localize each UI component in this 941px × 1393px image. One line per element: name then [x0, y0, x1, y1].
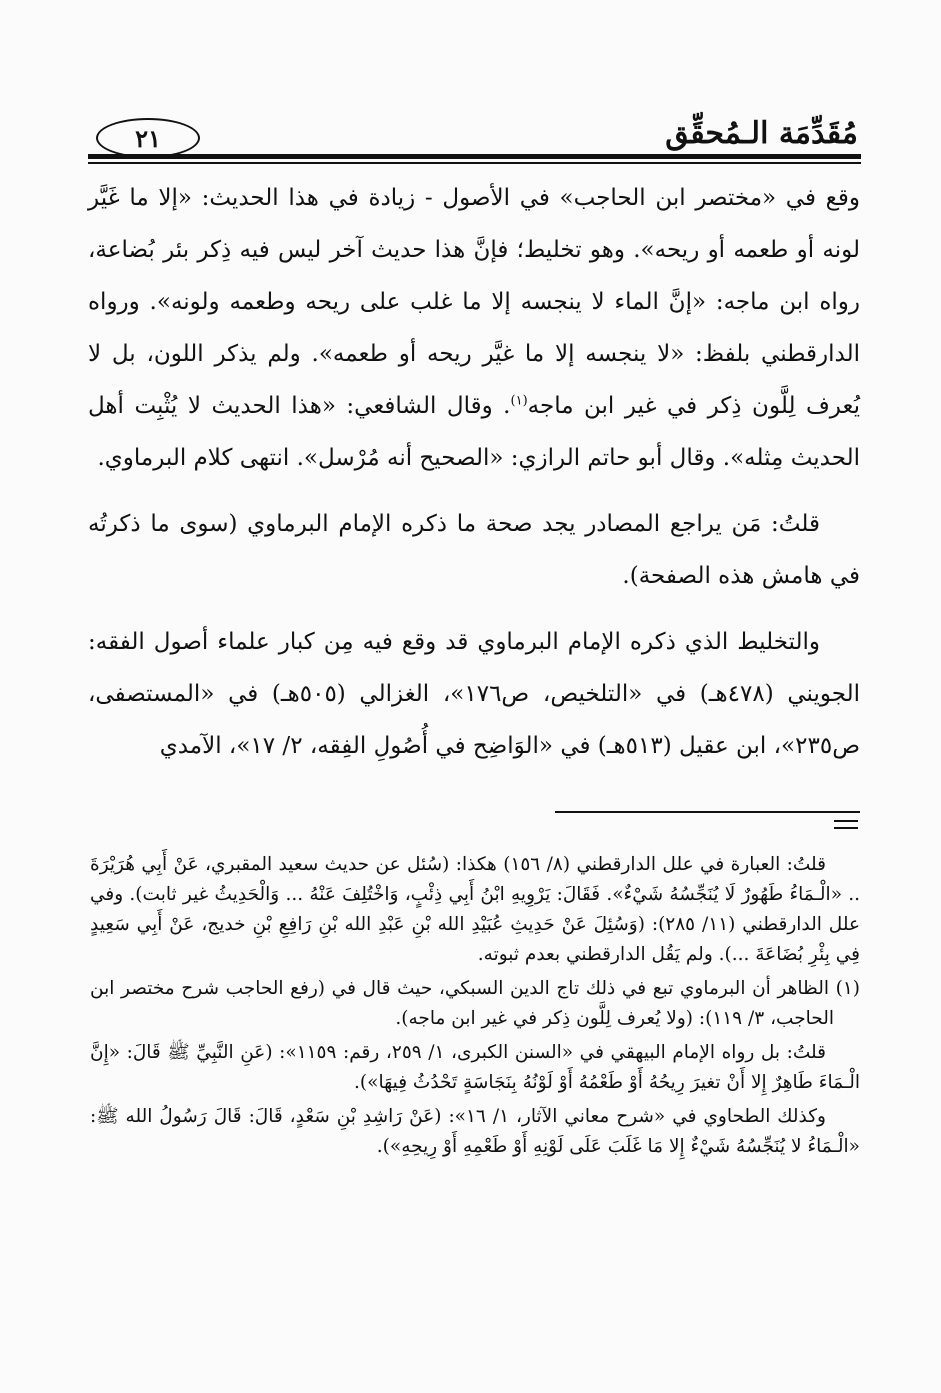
paragraph-1-text: وقع في «مختصر ابن الحاجب» في الأصول - زيادة في هذا الحديث: «إلا ما غَيَّر لونه أو طعمه أو ريحه». وهو تخليط؛ فإنَّ هذا حديث آخر ليس فيه ذِكر بئر بُضاعة، رواه ابن ماجه: «إنَّ الماء لا ينجسه إلا ما غلب على ريحه وطعمه ولونه». ورواه الدارقطني بلفظ: «لا ينجسه إلا ما غيَّر ريحه أو طعمه». ولم يذكر اللون، بل لا يُعرف لِلَّون ذِكر في غير ابن ماجه [88, 185, 860, 419]
footnote-separator [555, 811, 860, 813]
footnote-reference[interactable]: (١) [510, 393, 528, 409]
header-rule-thin [88, 162, 861, 164]
paragraph-3: والتخليط الذي ذكره الإمام البرماوي قد وقع فيه مِن كبار علماء أصول الفقه: الجويني (٤٧٨هـ) في «التلخيص، ص١٧٦»، الغزالي (٥٠٥هـ) في «المستصفى، ص٢٣٥»، ابن عقيل (٥١٣هـ) في «الوَاضِح في أُصُولِ الفِقه، ٢/ ١٧»، الآمدي [88, 629, 860, 759]
main-text [88, 172, 860, 786]
paragraph-1 [88, 172, 860, 484]
footnote-1-comment-2: وكذلك الطحاوي في «شرح معاني الآثار، ١/ ١٦»: (عَنْ رَاشِدِ بْنِ سَعْدٍ، قَالَ: قَالَ رَسُولُ الله ﷺ: «الْـمَاءُ لا يُنَجِّسُهُ شَيْءٌ إِلا مَا غَلَبَ عَلَى لَوْنِهِ أَوْ طَعْمِهِ أَوْ رِيحِهِ»). [90, 1106, 860, 1157]
running-title: مُقَدِّمَة الـمُحقِّق [665, 116, 858, 151]
footnote-1-comment-1: قلتُ: بل رواه الإمام البيهقي في «السنن الكبرى، ١/ ٢٥٩، رقم: ١١٥٩»: (عَنِ النَّبِيِّ ﷺ قَالَ: «إِنَّ الْـمَاءَ طَاهِرٌ إِلا أَنْ تغيرَ رِيحُهُ أَوْ طَعْمُهُ أَوْ لَوْنُهُ بِنَجَاسَةٍ تَحْدُثُ فِيهَا»). [90, 1042, 860, 1093]
page-number-badge [96, 118, 200, 158]
footnotes [90, 850, 860, 1166]
continuation-mark [834, 820, 858, 830]
page-header [88, 108, 858, 168]
header-rule-thick [88, 154, 861, 159]
footnote-continued: قلتُ: العبارة في علل الدارقطني (٨/ ١٥٦) هكذا: (سُئل عن حديث سعيد المقبري، عَنْ أَبِي هُرَيْرَةَ .. «الْـمَاءُ طَهُورٌ لَا يُنَجِّسُهُ شَيْءٌ». فَقَالَ: يَرْوِيهِ ابْنُ أَبِي ذِئْبٍ، وَاخْتُلِفَ عَنْهُ ... وَالْحَدِيثُ غير ثابت). وفي علل الدارقطني (١١/ ٢٨٥): (وَسُئِلَ عَنْ حَدِيثِ عُبَيْدِ الله بْنِ عَبْدِ الله بْنِ رَافِعِ بْنِ خديج، عَنْ أَبِي سَعِيدٍ فِي بِئْرِ بُضَاعَةَ ...). ولم يَقُل الدارقطني بعدم ثبوته. [90, 854, 860, 965]
page-number: ٢١ [135, 123, 161, 153]
footnote-1: (١) الظاهر أن البرماوي تبع في ذلك تاج الدين السبكي، حيث قال في (رفع الحاجب شرح مختصر ابن الحاجب، ٣/ ١١٩): (ولا يُعرف لِلَّون ذِكر في غير ابن ماجه). [90, 978, 860, 1029]
paragraph-1-tail: . وقال الشافعي: «هذا الحديث لا يُثْبِت أهل الحديث مِثله». وقال أبو حاتم الرازي: «الصحيح أنه مُرْسل». انتهى كلام البرماوي. [88, 393, 860, 471]
paragraph-2: قلتُ: مَن يراجع المصادر يجد صحة ما ذكره الإمام البرماوي (سوى ما ذكرتُه في هامش هذه الصفحة). [88, 511, 860, 589]
